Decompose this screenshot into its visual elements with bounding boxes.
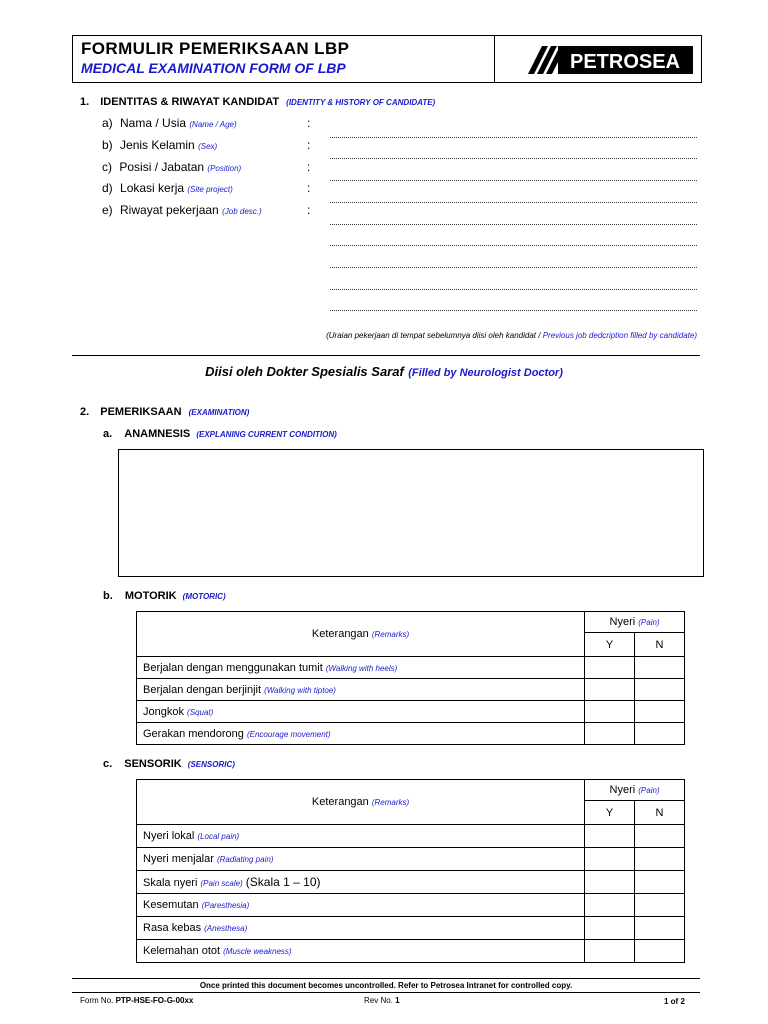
- remarks-label-english: (Remarks): [371, 630, 410, 639]
- item-letter: e): [102, 203, 113, 217]
- field-job-history: [102, 203, 262, 217]
- row-text: Berjalan dengan menggunakan tumit: [143, 661, 323, 674]
- row-text-english: (Squat): [187, 707, 214, 717]
- remarks-label-english: (Remarks): [371, 798, 410, 807]
- section2-number: 2.: [80, 406, 90, 418]
- fill-line-site[interactable]: [330, 202, 697, 203]
- pain-header: [585, 612, 685, 633]
- yes-cell[interactable]: [585, 701, 635, 723]
- fill-line-job-5[interactable]: [330, 310, 697, 311]
- item-letter: d): [102, 181, 113, 195]
- row-label: [137, 894, 585, 917]
- no-cell[interactable]: [635, 871, 685, 894]
- form-title: FORMULIR PEMERIKSAAN LBP: [81, 39, 350, 58]
- row-text: Nyeri menjalar: [143, 853, 214, 865]
- item-label: Lokasi kerja: [120, 181, 185, 195]
- pain-label: Nyeri: [609, 784, 636, 796]
- no-cell[interactable]: [635, 679, 685, 701]
- row-text-english: (Encourage movement): [246, 729, 331, 739]
- no-cell[interactable]: [635, 657, 685, 679]
- section1-number: 1.: [80, 96, 90, 108]
- remarks-header: [137, 612, 585, 657]
- no-cell[interactable]: [635, 894, 685, 917]
- sensorik-title-english: (SENSORIC): [187, 760, 235, 769]
- remarks-header: [137, 780, 585, 825]
- colon: :: [307, 203, 311, 217]
- row-label: [137, 848, 585, 871]
- row-label: [137, 917, 585, 940]
- table-row: [137, 894, 685, 917]
- pain-label-english: (Pain): [638, 618, 660, 627]
- motorik-title-english: (MOTORIC): [182, 592, 226, 601]
- section-divider: [72, 355, 700, 356]
- table-row: [137, 825, 685, 848]
- anamnesis-title-english: (EXPLANING CURRENT CONDITION): [196, 430, 337, 439]
- no-cell[interactable]: [635, 825, 685, 848]
- table-row: [137, 657, 685, 679]
- table-row: [137, 701, 685, 723]
- item-letter: c): [102, 160, 112, 174]
- row-label: [137, 825, 585, 848]
- table-header-row: [137, 612, 685, 633]
- uncontrolled-copy-notice: Once printed this document becomes uncontrolled. Refer to Petrosea Intranet for controlled copy.: [199, 981, 573, 990]
- row-label: [137, 940, 585, 963]
- fill-line-job-2[interactable]: [330, 245, 697, 246]
- yes-cell[interactable]: [585, 657, 635, 679]
- item-label: Jenis Kelamin: [120, 138, 195, 152]
- revision-value: 1: [395, 996, 400, 1005]
- remarks-label: Keterangan: [311, 628, 369, 640]
- row-text: Nyeri lokal: [143, 830, 195, 842]
- row-label: [137, 701, 585, 723]
- header-divider: [494, 36, 495, 82]
- section2-title-english: (EXAMINATION): [188, 408, 250, 417]
- pain-label: Nyeri: [609, 616, 636, 628]
- row-text: Kesemutan: [143, 899, 199, 911]
- form-header: [72, 35, 702, 83]
- section1-title-english: (IDENTITY & HISTORY OF CANDIDATE): [286, 98, 436, 107]
- no-cell[interactable]: [635, 723, 685, 745]
- anamnesis-title: ANAMNESIS: [124, 428, 191, 440]
- page-number: 1 of 2: [664, 997, 685, 1006]
- footer-bottom-rule: [72, 992, 700, 993]
- motorik-table: [136, 611, 685, 745]
- form-number-label: Form No.: [80, 996, 114, 1005]
- row-label: [137, 723, 585, 745]
- sensorik-table: [136, 779, 685, 963]
- row-text: Kelemahan otot: [143, 945, 221, 957]
- subsection-letter: a.: [103, 428, 113, 440]
- sensorik-heading: [103, 758, 235, 770]
- svg-text:PETROSEA: PETROSEA: [569, 51, 681, 73]
- fill-line-job-3[interactable]: [330, 267, 697, 268]
- table-row: [137, 723, 685, 745]
- row-text: Skala nyeri: [143, 877, 198, 889]
- colon: :: [307, 138, 311, 152]
- yes-cell[interactable]: [585, 848, 635, 871]
- table-row: [137, 679, 685, 701]
- doctor-heading: [0, 363, 768, 381]
- item-label: Riwayat pekerjaan: [120, 203, 219, 217]
- doctor-heading-indonesian: Diisi oleh Dokter Spesialis Saraf: [205, 364, 404, 379]
- form-title-english: MEDICAL EXAMINATION FORM OF LBP: [81, 60, 346, 76]
- fill-line-job-4[interactable]: [330, 289, 697, 290]
- section2-heading: [80, 406, 249, 418]
- table-row: [137, 848, 685, 871]
- item-label: Nama / Usia: [120, 116, 187, 130]
- no-cell[interactable]: [635, 940, 685, 963]
- row-text-english: (Pain scale): [200, 879, 243, 888]
- pain-scale-range: (Skala 1 – 10): [245, 875, 321, 889]
- remarks-label: Keterangan: [311, 796, 369, 808]
- anamnesis-text-box[interactable]: [118, 449, 704, 577]
- row-label: [137, 657, 585, 679]
- item-letter: a): [102, 116, 113, 130]
- row-text-english: (Anesthesa): [204, 924, 248, 933]
- item-label-english: (Position): [207, 164, 242, 173]
- form-number: [80, 996, 193, 1005]
- section1-heading: [80, 96, 435, 108]
- section2-title: PEMERIKSAAN: [100, 406, 182, 418]
- no-header: N: [635, 801, 685, 825]
- no-cell[interactable]: [635, 701, 685, 723]
- row-text-english: (Muscle weakness): [223, 947, 292, 956]
- fill-line-name[interactable]: [330, 137, 697, 138]
- revision-number: [364, 996, 400, 1005]
- row-text: Gerakan mendorong: [143, 727, 244, 740]
- motorik-title: MOTORIK: [124, 590, 177, 602]
- row-text-english: (Radiating pain): [216, 855, 274, 864]
- yes-cell[interactable]: [585, 679, 635, 701]
- fill-line-sex[interactable]: [330, 158, 697, 159]
- table-header-row: [137, 780, 685, 801]
- job-description-note: [326, 331, 697, 340]
- row-text: Jongkok: [143, 705, 184, 718]
- subsection-letter: c.: [103, 758, 113, 770]
- pain-label-english: (Pain): [638, 786, 660, 795]
- field-position: [102, 160, 241, 174]
- colon: :: [307, 160, 311, 174]
- subsection-letter: b.: [103, 590, 113, 602]
- item-label: Posisi / Jabatan: [119, 160, 205, 174]
- fill-line-position[interactable]: [330, 180, 697, 181]
- note-english: Previous job dedcription filled by candidate): [542, 331, 697, 340]
- note-indonesian: (Uraian pekerjaan di tempat sebelumnya diisi oleh kandidat /: [326, 331, 541, 340]
- field-site: [102, 181, 233, 195]
- yes-cell[interactable]: [585, 917, 635, 940]
- row-text-english: (Walking with tiptoe): [264, 685, 336, 695]
- petrosea-logo: [528, 44, 693, 76]
- yes-header: Y: [585, 633, 635, 657]
- doctor-heading-english: (Filled by Neurologist Doctor): [408, 367, 563, 379]
- pain-header: [585, 780, 685, 801]
- fill-line-job-1[interactable]: [330, 224, 697, 225]
- table-row: [137, 940, 685, 963]
- field-sex: [102, 138, 217, 152]
- item-label-english: (Job desc.): [222, 207, 262, 216]
- form-number-value: PTP-HSE-FO-G-00xx: [115, 996, 194, 1005]
- item-letter: b): [102, 138, 113, 152]
- row-text: Rasa kebas: [143, 922, 202, 934]
- item-label-english: (Name / Age): [189, 120, 237, 129]
- revision-label: Rev No.: [364, 996, 393, 1005]
- item-label-english: (Site project): [187, 185, 233, 194]
- row-label: [137, 679, 585, 701]
- item-label-english: (Sex): [198, 142, 218, 151]
- yes-cell[interactable]: [585, 940, 635, 963]
- yes-header: Y: [585, 801, 635, 825]
- row-text-english: (Local pain): [197, 832, 240, 841]
- colon: :: [307, 181, 311, 195]
- no-header: N: [635, 633, 685, 657]
- motorik-heading: [103, 590, 226, 602]
- footer-top-rule: [72, 978, 700, 979]
- yes-cell[interactable]: [585, 894, 635, 917]
- row-text: Berjalan dengan berjinjit: [143, 683, 262, 696]
- sensorik-title: SENSORIK: [124, 758, 182, 770]
- table-row: [137, 917, 685, 940]
- colon: :: [307, 116, 311, 130]
- table-row: [137, 871, 685, 894]
- field-name-age: [102, 116, 237, 130]
- no-cell[interactable]: [635, 917, 685, 940]
- row-text-english: (Walking with heels): [325, 663, 398, 673]
- section1-title: IDENTITAS & RIWAYAT KANDIDAT: [100, 96, 280, 108]
- yes-cell[interactable]: [585, 723, 635, 745]
- yes-cell[interactable]: [585, 825, 635, 848]
- anamnesis-heading: [103, 428, 337, 440]
- row-text-english: (Paresthesia): [201, 901, 250, 910]
- row-label: [137, 871, 585, 894]
- yes-cell[interactable]: [585, 871, 635, 894]
- no-cell[interactable]: [635, 848, 685, 871]
